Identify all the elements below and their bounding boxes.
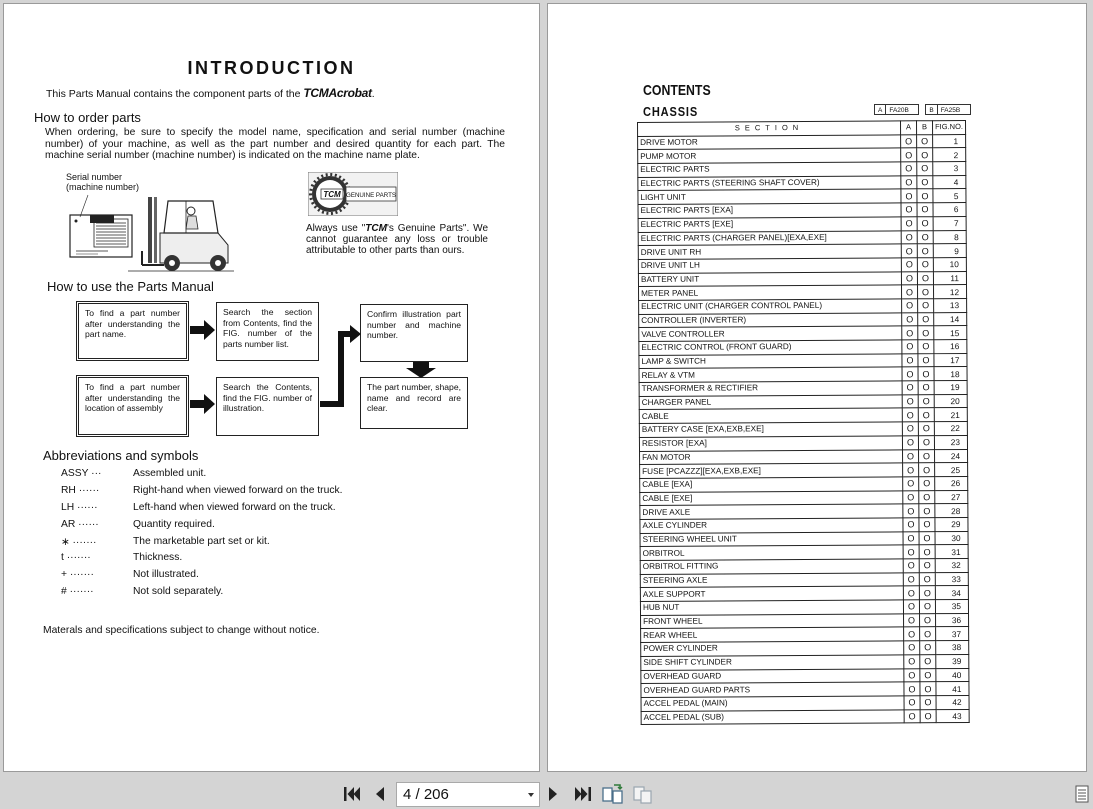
section-cell: LAMP & SWITCH	[639, 354, 902, 369]
model-a-cell: O	[903, 572, 919, 586]
model-a-cell: O	[901, 203, 917, 217]
model-a-cell: O	[904, 655, 920, 669]
fig-number-cell: 29	[935, 517, 968, 531]
model-b-cell: O	[919, 504, 935, 518]
model-a-cell: O	[904, 614, 920, 628]
contents-table	[637, 120, 970, 725]
model-a-cell: O	[904, 641, 920, 655]
page-indicator: 4 / 206	[403, 786, 449, 803]
model-a-cell: O	[902, 395, 918, 409]
viewer-toolbar	[0, 778, 1093, 809]
document-properties-icon	[1075, 785, 1089, 803]
model-b-cell: O	[919, 545, 935, 559]
model-a-cell: O	[901, 148, 917, 162]
model-b-cell: O	[920, 613, 936, 627]
section-cell: DRIVE UNIT LH	[638, 258, 901, 273]
tcm-genuine-parts-logo	[308, 172, 398, 216]
model-b-cell: O	[918, 299, 934, 313]
model-b-cell: O	[918, 326, 934, 340]
section-cell: CABLE [EXA]	[640, 477, 903, 492]
section-cell: BATTERY UNIT	[638, 271, 901, 286]
fig-number-cell: 31	[935, 545, 968, 559]
fig-number-cell: 41	[936, 682, 969, 696]
previous-page-button[interactable]	[372, 782, 388, 806]
flow-arrow-right-icon	[190, 319, 216, 341]
section-cell: FAN MOTOR	[640, 449, 903, 464]
model-b-cell: O	[919, 490, 935, 504]
section-cell: RELAY & VTM	[639, 367, 902, 382]
column-header-fig: FIG.NO.	[932, 120, 965, 134]
genuine-text-before: Always use "	[306, 223, 366, 234]
model-b-cell: O	[920, 654, 936, 668]
fig-number-cell: 6	[933, 203, 966, 217]
fig-number-cell: 40	[936, 668, 969, 682]
legend-b-label: B	[925, 104, 937, 115]
contents-title: CONTENTS	[643, 82, 711, 99]
model-b-cell: O	[920, 709, 936, 723]
section-cell: AXLE CYLINDER	[640, 518, 903, 533]
abbreviation-value: Thickness.	[133, 552, 183, 563]
model-b-cell: O	[919, 449, 935, 463]
model-a-cell: O	[904, 709, 920, 723]
model-a-cell: O	[904, 627, 920, 641]
model-b-cell: O	[920, 696, 936, 710]
model-b-cell: O	[918, 381, 934, 395]
model-b-cell: O	[917, 258, 933, 272]
first-page-button[interactable]	[342, 782, 362, 806]
model-b-cell: O	[920, 682, 936, 696]
section-cell: ELECTRIC PARTS (CHARGER PANEL)[EXA,EXE]	[638, 230, 901, 245]
section-cell: FRONT WHEEL	[641, 614, 904, 629]
intro-text: This Parts Manual contains the component parts of the TCMAcrobat.	[46, 86, 375, 100]
abbreviation-value: Not illustrated.	[133, 569, 199, 580]
model-b-cell: O	[918, 436, 934, 450]
abbreviation-row	[61, 536, 270, 548]
page-number-select[interactable]	[396, 782, 540, 807]
first-page-icon	[343, 786, 361, 802]
model-b-cell: O	[918, 408, 934, 422]
section-cell: HUB NUT	[640, 600, 903, 615]
section-cell: LIGHT UNIT	[638, 189, 901, 204]
model-b-cell: O	[919, 463, 935, 477]
model-b-cell: O	[919, 477, 935, 491]
abbreviation-value: The marketable part set or kit.	[133, 536, 270, 547]
abbreviation-row	[61, 485, 343, 496]
model-b-cell: O	[917, 189, 933, 203]
model-b-cell: O	[917, 134, 933, 148]
fig-number-cell: 4	[933, 175, 966, 189]
abbreviation-row	[61, 586, 224, 597]
abbreviation-key: LH ······	[61, 502, 98, 513]
fig-number-cell: 30	[935, 531, 968, 545]
fig-number-cell: 21	[934, 408, 967, 422]
fig-number-cell: 27	[935, 490, 968, 504]
legend-a-model: FA20B	[885, 104, 919, 115]
logo-brand-text: TCM	[323, 190, 341, 199]
fig-number-cell: 5	[933, 189, 966, 203]
model-a-cell: O	[902, 326, 918, 340]
model-b-cell: O	[920, 641, 936, 655]
model-b-cell: O	[917, 244, 933, 258]
section-cell: ELECTRIC PARTS	[638, 162, 901, 177]
section-cell: ORBITROL FITTING	[640, 559, 903, 574]
model-a-cell: O	[901, 258, 917, 272]
abbreviation-row	[61, 468, 207, 479]
model-a-cell: O	[902, 353, 918, 367]
model-a-cell: O	[902, 408, 918, 422]
abbreviation-key: ASSY ···	[61, 468, 102, 479]
section-cell: VALVE CONTROLLER	[639, 326, 902, 341]
table-row	[641, 709, 969, 725]
model-b-cell: O	[918, 394, 934, 408]
abbreviation-row	[61, 569, 199, 580]
model-b-cell: O	[918, 367, 934, 381]
fig-number-cell: 39	[936, 654, 969, 668]
model-b-cell: O	[918, 340, 934, 354]
abbreviation-value: Not sold separately.	[133, 586, 224, 597]
section-cell: TRANSFORMER & RECTIFIER	[639, 381, 902, 396]
section-cell: OVERHEAD GUARD PARTS	[641, 682, 904, 697]
section-cell: ACCEL PEDAL (SUB)	[641, 709, 904, 724]
model-legend	[874, 104, 970, 115]
order-heading: How to order parts	[34, 110, 141, 125]
fig-number-cell: 15	[934, 326, 967, 340]
model-a-cell: O	[902, 422, 918, 436]
model-b-cell: O	[917, 162, 933, 176]
section-cell: REAR WHEEL	[641, 627, 904, 642]
model-b-cell: O	[918, 353, 934, 367]
flow-connector-arrow-icon	[320, 317, 362, 413]
model-b-cell: O	[918, 312, 934, 326]
fig-number-cell: 32	[935, 558, 968, 572]
serial-number-label	[66, 172, 139, 192]
abbreviations-heading: Abbreviations and symbols	[43, 448, 199, 463]
fig-number-cell: 16	[934, 339, 967, 353]
model-b-cell: O	[917, 217, 933, 231]
section-cell: METER PANEL	[639, 285, 902, 300]
section-cell: ELECTRIC PARTS (STEERING SHAFT COVER)	[638, 176, 901, 191]
fig-number-cell: 2	[933, 148, 966, 162]
model-a-cell: O	[901, 244, 917, 258]
flow-box-2: Search the section from Contents, find the FIG. number of the parts number list.	[216, 302, 319, 361]
abbreviation-row	[61, 519, 215, 530]
two-page-view-button[interactable]	[602, 782, 624, 806]
last-page-icon	[574, 786, 592, 802]
fig-number-cell: 22	[934, 422, 967, 436]
logo-genuine-text: GENUINE PARTS	[346, 192, 396, 199]
section-cell: POWER CYLINDER	[641, 641, 904, 656]
section-cell: SIDE SHIFT CYLINDER	[641, 655, 904, 670]
fig-number-cell: 36	[936, 613, 969, 627]
two-page-view-icon	[602, 784, 624, 804]
chevron-down-icon	[528, 793, 534, 797]
section-cell: ELECTRIC CONTROL (FRONT GUARD)	[639, 340, 902, 355]
document-properties-button[interactable]	[1073, 782, 1091, 806]
model-a-cell: O	[901, 176, 917, 190]
abbreviation-key: ∗ ·······	[61, 537, 97, 548]
fig-number-cell: 9	[933, 244, 966, 258]
abbreviation-key: # ·······	[61, 586, 94, 597]
model-a-cell: O	[901, 217, 917, 231]
fig-number-cell: 26	[935, 476, 968, 490]
document-page-right	[547, 3, 1087, 772]
legend-b-model: FA25B	[937, 104, 971, 115]
model-b-cell: O	[917, 148, 933, 162]
fig-number-cell: 10	[933, 257, 966, 271]
abbreviation-value: Right-hand when viewed forward on the truck.	[133, 485, 343, 496]
section-cell: DRIVE AXLE	[640, 504, 903, 519]
fig-number-cell: 18	[934, 367, 967, 381]
fig-number-cell: 43	[936, 709, 969, 723]
fig-number-cell: 13	[934, 298, 967, 312]
model-a-cell: O	[901, 134, 917, 148]
model-a-cell: O	[903, 463, 919, 477]
abbreviation-row	[61, 552, 183, 563]
fig-number-cell: 7	[933, 216, 966, 230]
abbreviation-key: + ·······	[61, 569, 94, 580]
abbreviation-key: AR ······	[61, 519, 99, 530]
section-cell: ORBITROL	[640, 545, 903, 560]
forklift-illustration	[68, 193, 234, 273]
model-a-cell: O	[901, 162, 917, 176]
model-a-cell: O	[902, 299, 918, 313]
model-a-cell: O	[903, 504, 919, 518]
fig-number-cell: 33	[935, 572, 968, 586]
section-cell: CABLE	[639, 408, 902, 423]
model-b-cell: O	[919, 586, 935, 600]
serial-label-line-1: Serial number	[66, 172, 123, 182]
model-b-cell: O	[919, 518, 935, 532]
chassis-subtitle: CHASSIS	[643, 104, 699, 119]
intro-sentence: This Parts Manual contains the component parts of the	[46, 88, 301, 100]
single-page-view-button[interactable]	[632, 782, 654, 806]
section-cell: FUSE [PCAZZZ][EXA,EXB,EXE]	[640, 463, 903, 478]
model-b-cell: O	[920, 668, 936, 682]
fig-number-cell: 28	[935, 504, 968, 518]
model-a-cell: O	[903, 600, 919, 614]
model-a-cell: O	[904, 668, 920, 682]
fig-number-cell: 42	[936, 695, 969, 709]
section-cell: CABLE [EXE]	[640, 490, 903, 505]
model-b-cell: O	[918, 285, 934, 299]
section-cell: BATTERY CASE [EXA,EXB,EXE]	[639, 422, 902, 437]
section-cell: CHARGER PANEL	[639, 395, 902, 410]
order-paragraph: When ordering, be sure to specify the model name, specification and serial number (machine number) of your machine, as well as the part number and desired quantity for each part. The machine serial number (machine number) is indicated on the machine name plate.	[45, 127, 505, 161]
abbreviation-key: RH ······	[61, 485, 100, 496]
model-b-cell: O	[919, 600, 935, 614]
serial-label-line-2: (machine number)	[66, 182, 140, 192]
fig-number-cell: 1	[933, 134, 966, 148]
fig-number-cell: 37	[936, 627, 969, 641]
flow-arrow-down-icon	[406, 362, 436, 378]
fig-number-cell: 17	[934, 353, 967, 367]
fig-number-cell: 35	[935, 600, 968, 614]
model-b-cell: O	[919, 572, 935, 586]
flow-box-1: To find a part number after understanding the part name.	[76, 301, 189, 361]
abbreviation-value: Quantity required.	[133, 519, 215, 530]
column-header-section: SECTION	[638, 121, 901, 136]
genuine-text-after: 's Genuine Parts". We cannot guarantee any loss or trouble attributable to other parts than ours.	[306, 223, 489, 257]
model-a-cell: O	[904, 682, 920, 696]
legend-a-label: A	[874, 104, 886, 115]
next-page-button[interactable]	[545, 782, 561, 806]
model-a-cell: O	[902, 285, 918, 299]
section-cell: DRIVE UNIT RH	[638, 244, 901, 259]
genuine-brand: TCM	[365, 223, 387, 234]
flow-box-5: Search the Contents, find the FIG. number of illustration.	[216, 377, 319, 436]
model-a-cell: O	[902, 312, 918, 326]
model-a-cell: O	[903, 449, 919, 463]
fig-number-cell: 20	[934, 394, 967, 408]
section-cell: ELECTRIC UNIT (CHARGER CONTROL PANEL)	[639, 299, 902, 314]
fig-number-cell: 3	[933, 162, 966, 176]
fig-number-cell: 34	[935, 586, 968, 600]
model-b-cell: O	[917, 271, 933, 285]
fig-number-cell: 25	[935, 463, 968, 477]
next-page-icon	[547, 786, 559, 802]
model-a-cell: O	[903, 531, 919, 545]
fig-number-cell: 12	[934, 285, 967, 299]
single-page-view-icon	[632, 784, 654, 804]
section-cell: ELECTRIC PARTS [EXE]	[638, 217, 901, 232]
flow-arrow-right-icon	[190, 393, 216, 415]
fig-number-cell: 8	[933, 230, 966, 244]
model-a-cell: O	[902, 367, 918, 381]
model-a-cell: O	[903, 586, 919, 600]
change-notice: Materals and specifications subject to change without notice.	[43, 625, 320, 636]
model-b-cell: O	[919, 531, 935, 545]
model-a-cell: O	[904, 696, 920, 710]
model-b-cell: O	[918, 422, 934, 436]
abbreviation-key: t ·······	[61, 552, 91, 563]
flow-box-4: To find a part number after understanding the location of assembly	[76, 375, 189, 437]
tcm-acrobat-logo: TCMAcrobat	[303, 86, 372, 100]
fig-number-cell: 23	[934, 435, 967, 449]
abbreviation-value: Assembled unit.	[133, 468, 207, 479]
model-a-cell: O	[903, 518, 919, 532]
last-page-button[interactable]	[572, 782, 594, 806]
section-cell: DRIVE MOTOR	[638, 135, 901, 150]
fig-number-cell: 11	[933, 271, 966, 285]
fig-number-cell: 38	[936, 641, 969, 655]
model-b-cell: O	[919, 559, 935, 573]
genuine-parts-notice	[306, 223, 488, 257]
previous-page-icon	[374, 786, 386, 802]
model-a-cell: O	[901, 230, 917, 244]
page-title: INTRODUCTION	[187, 58, 356, 78]
model-b-cell: O	[917, 230, 933, 244]
model-a-cell: O	[903, 545, 919, 559]
section-cell: PUMP MOTOR	[638, 148, 901, 163]
model-a-cell: O	[902, 340, 918, 354]
model-a-cell: O	[901, 189, 917, 203]
section-cell: ELECTRIC PARTS [EXA]	[638, 203, 901, 218]
fig-number-cell: 19	[934, 381, 967, 395]
section-cell: RESISTOR [EXA]	[639, 436, 902, 451]
abbreviation-value: Left-hand when viewed forward on the truck.	[133, 502, 336, 513]
flow-box-6: The part number, shape, name and record are clear.	[360, 377, 468, 429]
column-header-a: A	[900, 121, 916, 135]
flow-box-3: Confirm illustration part number and machine number.	[360, 304, 468, 362]
fig-number-cell: 24	[935, 449, 968, 463]
model-b-cell: O	[920, 627, 936, 641]
model-b-cell: O	[917, 175, 933, 189]
use-heading: How to use the Parts Manual	[47, 279, 214, 294]
column-header-b: B	[916, 121, 932, 135]
section-cell: OVERHEAD GUARD	[641, 668, 904, 683]
model-a-cell: O	[902, 436, 918, 450]
document-page-left	[3, 3, 540, 772]
abbreviation-row	[61, 502, 336, 513]
model-a-cell: O	[902, 381, 918, 395]
model-b-cell: O	[917, 203, 933, 217]
fig-number-cell: 14	[934, 312, 967, 326]
model-a-cell: O	[903, 559, 919, 573]
section-cell: STEERING WHEEL UNIT	[640, 532, 903, 547]
model-a-cell: O	[903, 477, 919, 491]
section-cell: CONTROLLER (INVERTER)	[639, 313, 902, 328]
model-a-cell: O	[903, 490, 919, 504]
section-cell: STEERING AXLE	[640, 573, 903, 588]
model-a-cell: O	[901, 271, 917, 285]
section-cell: AXLE SUPPORT	[640, 586, 903, 601]
section-cell: ACCEL PEDAL (MAIN)	[641, 696, 904, 711]
